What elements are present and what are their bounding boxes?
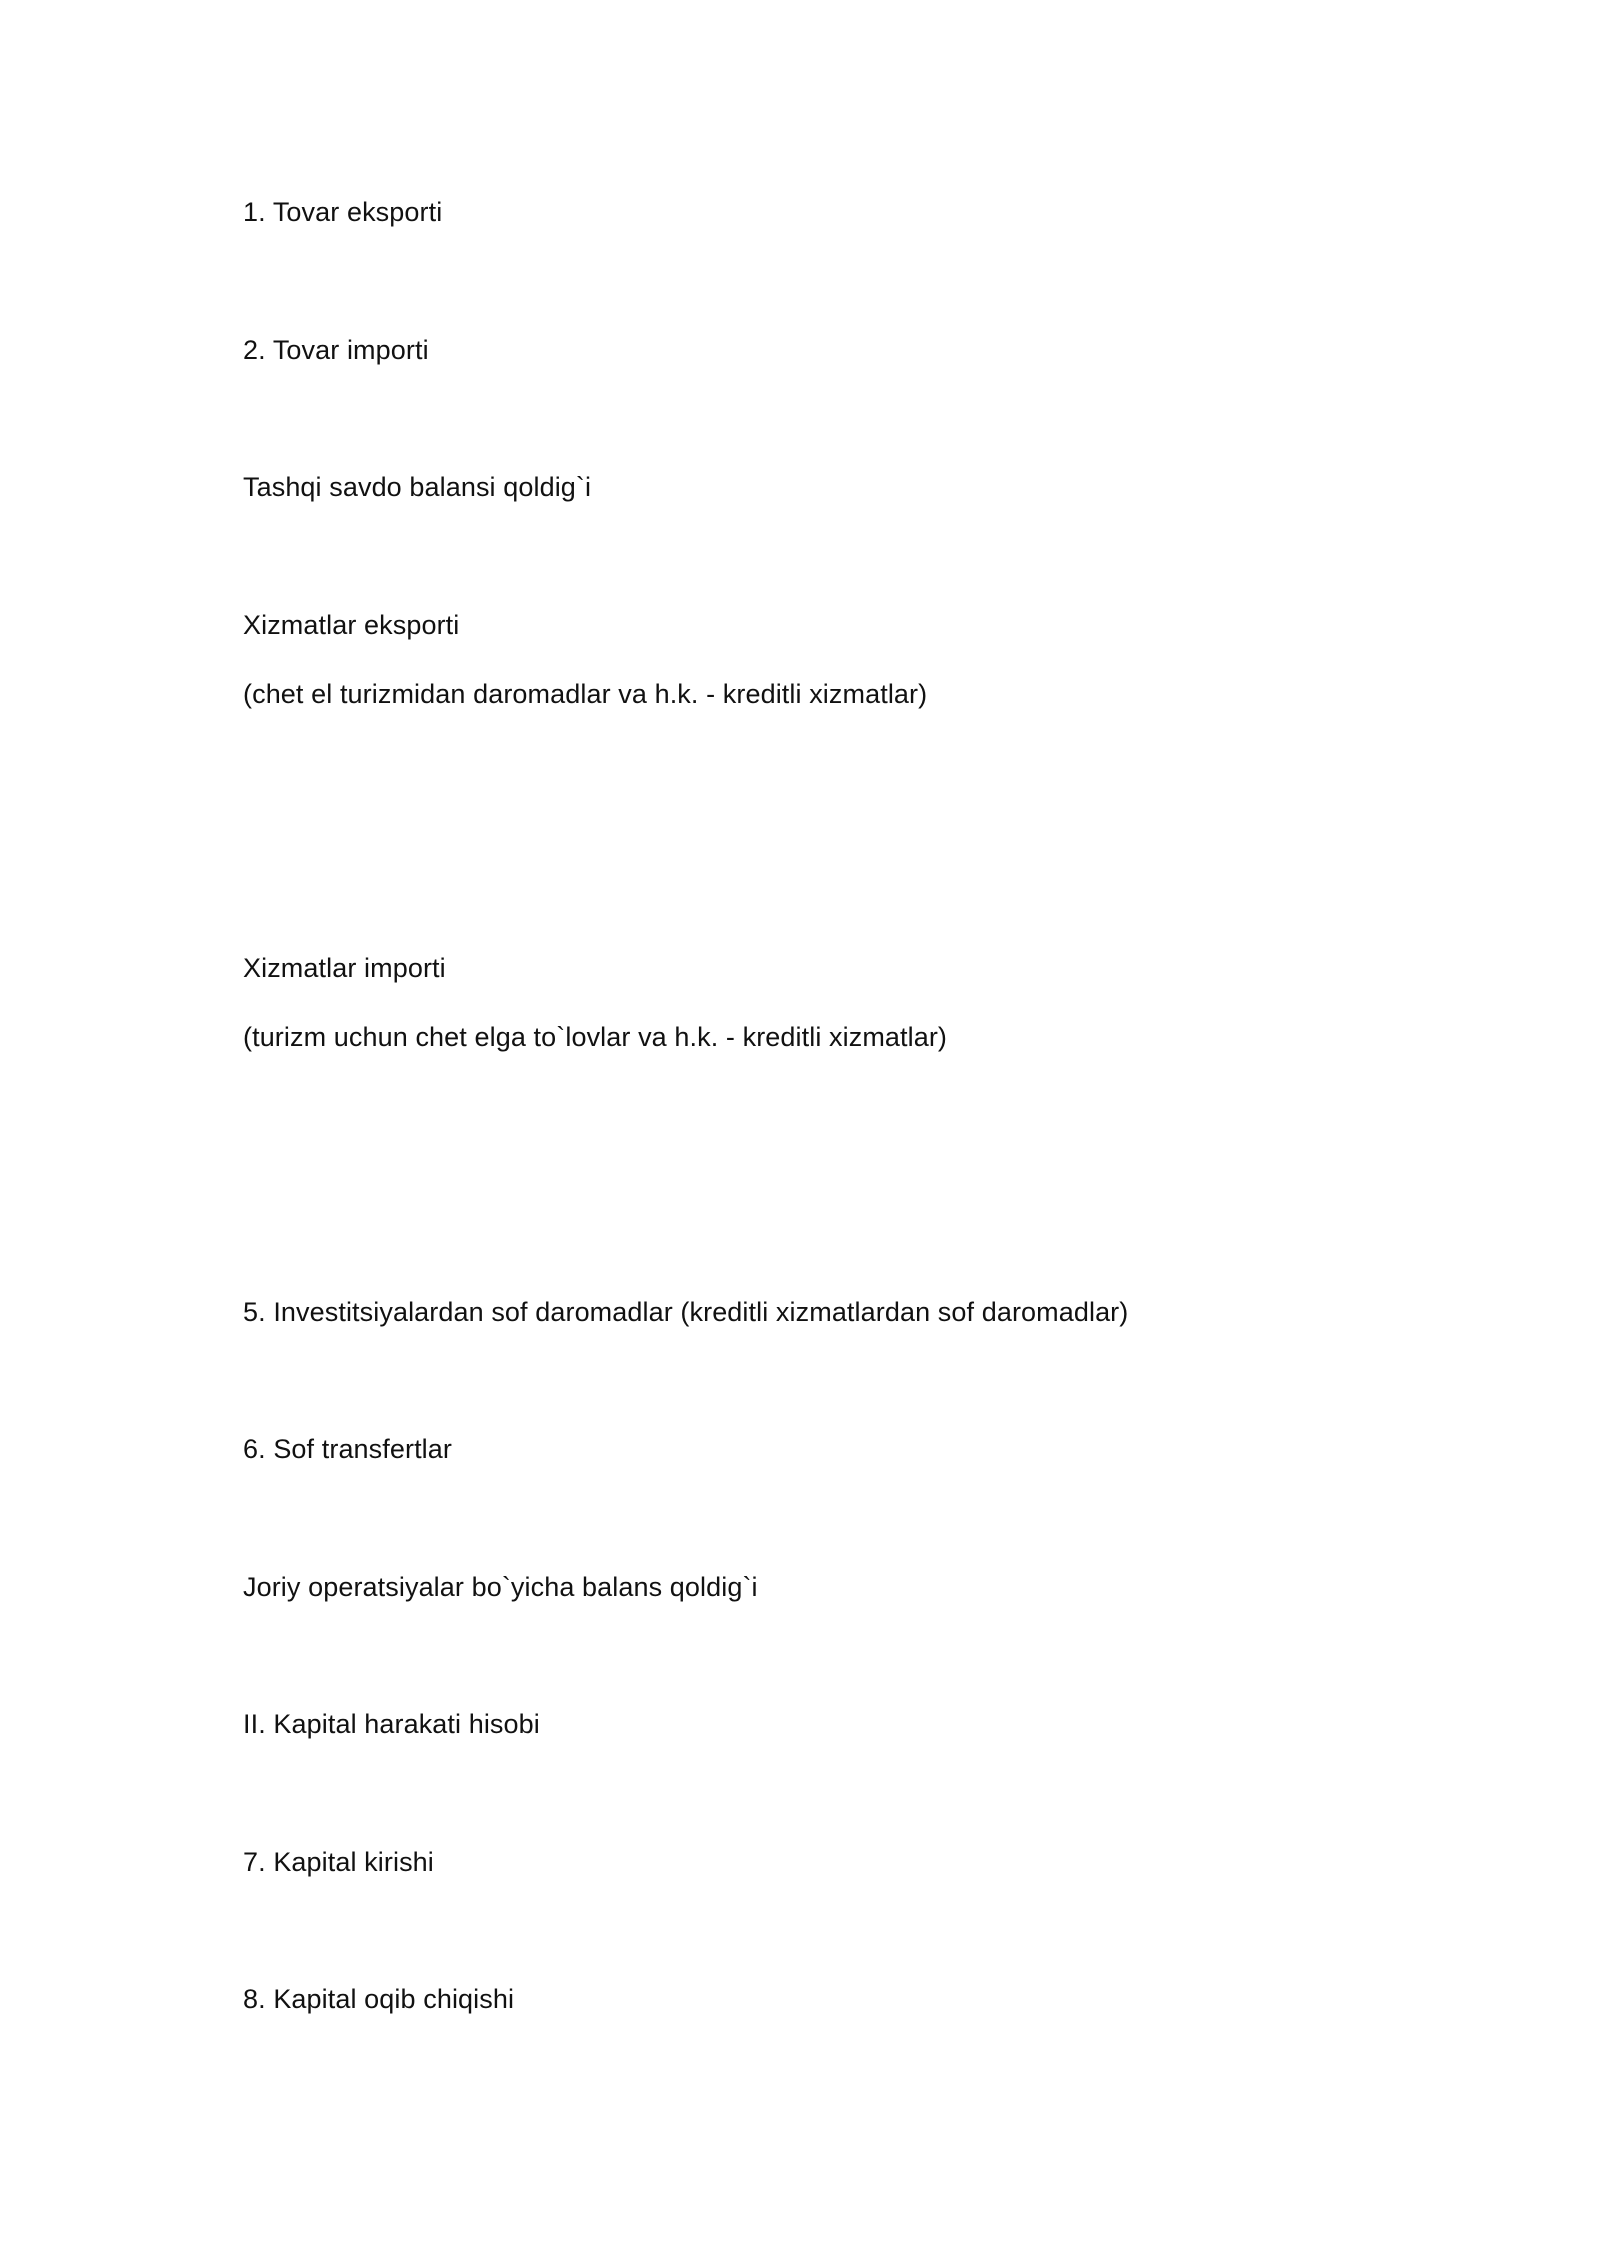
item-services-import: Xizmatlar importi [243, 953, 446, 983]
current-account-balance-line: Joriy operatsiyalar bo`yicha balans qoldig`i [243, 1572, 758, 1602]
services-export-note: (chet el turizmidan daromadlar va h.k. - kreditli xizmatlar) [243, 679, 928, 709]
item-goods-import: 2. Tovar importi [243, 335, 429, 365]
trade-balance-line: Tashqi savdo balansi qoldig`i [243, 472, 592, 502]
services-import-note: (turizm uchun chet elga to`lovlar va h.k. - kreditli xizmatlar) [243, 1022, 948, 1052]
section-heading-capital: II. Kapital harakati hisobi [243, 1709, 540, 1739]
item-services-export: Xizmatlar eksporti [243, 610, 460, 640]
item-capital-inflow: 7. Kapital kirishi [243, 1847, 434, 1877]
item-goods-export: 1. Tovar eksporti [243, 197, 443, 227]
item-net-transfers: 6. Sof transfertlar [243, 1434, 452, 1464]
item-investment-income: 5. Investitsiyalardan sof daromadlar (kreditli xizmatlardan sof daromadlar) [243, 1297, 1129, 1327]
item-capital-outflow: 8. Kapital oqib chiqishi [243, 1984, 515, 2014]
